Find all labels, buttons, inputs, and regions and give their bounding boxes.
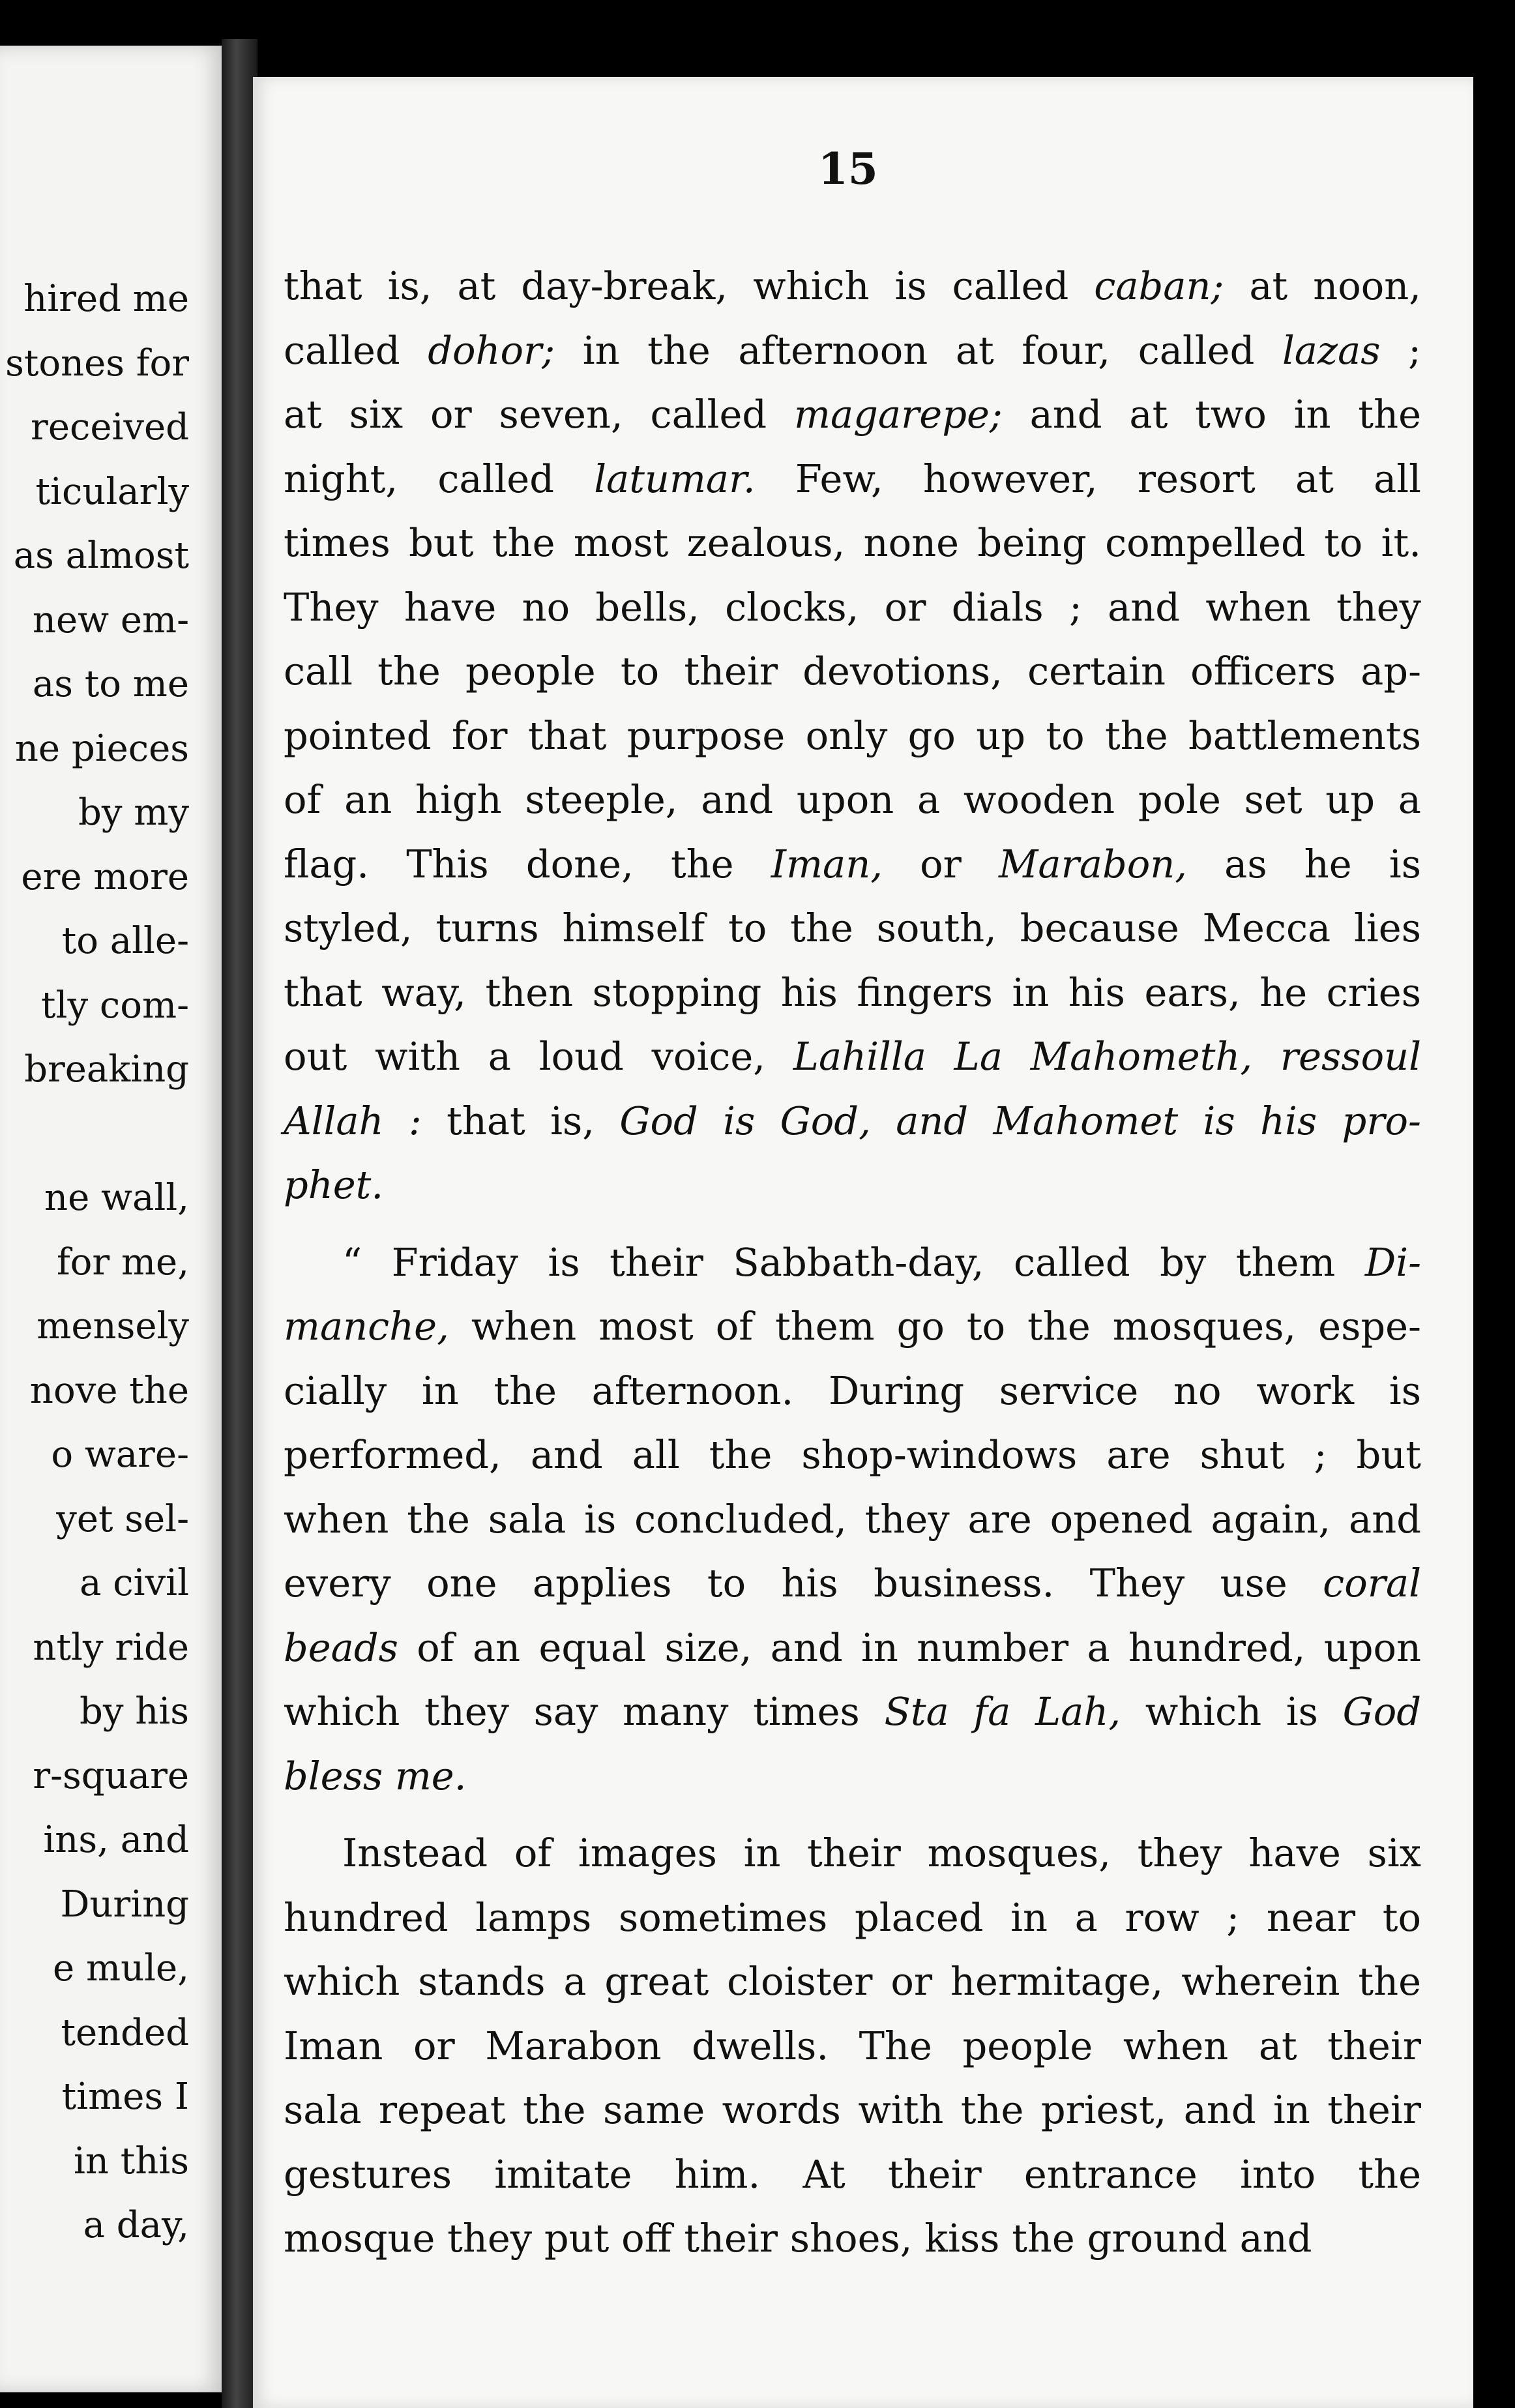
text-run: mosque they put off their shoes, kiss the ground and [284,2216,1312,2261]
left-page-line: ne wall, [44,1177,189,1219]
left-page-line: as almost [13,535,189,577]
text-run: gestures imitate him. At their entrance into the [284,2151,1421,2197]
left-page-line: as to me [32,663,189,705]
left-page-line [0,1102,189,1167]
left-page-line: tly com- [41,984,189,1027]
text-line [284,1950,1421,2014]
left-page-line: in this [74,2139,189,2182]
italic-text: manche, [284,1304,449,1349]
text-line [284,639,1421,704]
italic-text: God is God, and Mahomet is his pro- [619,1098,1421,1143]
text-run: of an equal size, and in number a hundred, upon [398,1624,1421,1670]
text-run: pointed for that purpose only go up to the battlements [284,712,1421,758]
text-line [284,1295,1421,1359]
left-page-line: for me, [56,1241,189,1284]
text-line [284,1153,1421,1218]
text-run: and at two in the [1002,392,1421,437]
text-run: times but the most zealous, none being compelled to it. [284,520,1421,565]
left-page-line: ere more [21,855,189,898]
text-run: flag. This done, the [284,841,771,887]
left-page-line: hired me [23,278,189,320]
italic-text: caban; [1094,263,1224,308]
text-run: hundred lamps sometimes placed in a row ; near to [284,1894,1421,1940]
text-line [284,768,1421,832]
text-run: that is, [421,1098,620,1143]
left-page-line: ntly ride [33,1626,189,1669]
left-page-line: stones for [5,342,189,385]
left-page-line: a civil [80,1562,189,1604]
left-page-text [0,267,189,2258]
left-page-line: by his [80,1690,189,1733]
text-line [284,1680,1421,1744]
left-page-line: to alle- [61,920,189,962]
left-page-line: by my [78,791,189,834]
italic-text: Lahilla La Mahometh, ressoul [793,1034,1421,1079]
text-line [284,1089,1421,1154]
text-line [284,1551,1421,1616]
text-run: night, called [284,456,595,501]
text-run: which is [1121,1689,1343,1734]
paragraph [284,254,1421,1218]
text-line [284,961,1421,1025]
left-page-line: e mule, [53,1947,189,1990]
text-run: Iman or Marabon dwells. The people when at their [284,2023,1421,2068]
text-run: at noon, [1224,263,1422,308]
italic-text: latumar. [594,456,756,501]
text-line [284,1231,1421,1295]
italic-text: bless me. [284,1753,467,1799]
left-page-line: During [60,1883,189,1926]
text-run: as he is [1187,841,1422,887]
text-line [284,1616,1421,1681]
italic-text: phet. [284,1162,384,1207]
left-page-line: received [31,406,189,448]
text-line [284,2078,1421,2143]
text-line [284,1488,1421,1552]
left-page-line: breaking [24,1048,189,1091]
text-run: of an high steeple, and upon a wooden pole set up a [284,777,1421,822]
italic-text: Di- [1364,1239,1421,1285]
text-run: that way, then stopping his fingers in his ears, he cries [284,969,1421,1015]
left-page-line: ins, and [43,1819,189,1861]
text-line [284,383,1421,447]
text-run: which they say many times [284,1689,885,1734]
italic-text: coral [1323,1561,1421,1606]
text-run: when most of them go to the mosques, espe- [449,1304,1421,1349]
left-page [0,46,225,2392]
text-run: that is, at day-break, which is called [284,263,1095,308]
italic-text: Sta fa Lah, [884,1689,1121,1734]
italic-text: dohor; [428,327,555,373]
text-line [284,1886,1421,1950]
italic-text: Allah : [284,1098,422,1143]
text-line [284,511,1421,576]
text-run: call the people to their devotions, certain officers ap- [284,649,1421,694]
italic-text: Iman, [771,841,883,887]
left-page-line: a day, [83,2204,189,2246]
left-page-line: o ware- [51,1433,189,1476]
text-run: out with a loud voice, [284,1034,793,1079]
text-run: when the sala is concluded, they are opened again, and [284,1496,1421,1542]
text-line [284,1359,1421,1424]
paragraph [284,1231,1421,1809]
text-line [284,896,1421,961]
text-line [284,2143,1421,2207]
book-gutter [222,39,257,2408]
left-page-line: nove the [29,1369,189,1412]
text-line [284,319,1421,383]
left-page-line: r-square [33,1754,189,1797]
text-run: in the afternoon at four, called [555,327,1282,373]
left-page-line: times I [61,2076,189,2118]
left-page-line: new em- [32,598,189,641]
left-page-line: ne pieces [14,727,189,770]
text-line [284,254,1421,319]
text-run: at six or seven, called [284,392,795,437]
italic-text: Marabon, [999,841,1188,887]
text-run: performed, and all the shop-windows are shut ; but [284,1432,1421,1477]
text-line [284,2207,1421,2271]
italic-text: God [1342,1689,1421,1734]
text-run: Instead of images in their mosques, they have six [342,1830,1421,1875]
text-line [284,704,1421,769]
text-run: cially in the afternoon. During service no work is [284,1368,1421,1413]
text-run: ; [1380,327,1421,373]
left-page-line: tended [61,2011,189,2054]
left-page-line: ticularly [35,470,189,513]
text-line [284,1821,1421,1886]
text-run: Few, however, resort at all [755,456,1421,501]
text-run: sala repeat the same words with the priest, and in their [284,2087,1421,2132]
left-page-line: mensely [37,1305,189,1347]
body-text [284,254,1421,2271]
text-run: styled, turns himself to the south, because Mecca lies [284,905,1421,950]
text-run: which stands a great cloister or hermitage, wherein the [284,1959,1421,2004]
text-line [284,832,1421,897]
text-run: “ Friday is their Sabbath-day, called by them [342,1239,1365,1285]
italic-text: beads [284,1624,398,1670]
text-line [284,2014,1421,2079]
italic-text: lazas [1282,327,1381,373]
text-run: They have no bells, clocks, or dials ; and when they [284,584,1421,630]
text-line [284,1423,1421,1488]
text-run: or [882,841,999,887]
text-line [284,576,1421,640]
italic-text: magarepe; [794,392,1003,437]
page-number: 15 [818,143,878,194]
left-page-line: yet sel- [56,1497,189,1540]
text-line [284,1025,1421,1089]
paragraph [284,1821,1421,2271]
text-run: every one applies to his business. They use [284,1561,1323,1606]
text-line [284,447,1421,512]
text-run: called [284,327,428,373]
text-line [284,1744,1421,1809]
